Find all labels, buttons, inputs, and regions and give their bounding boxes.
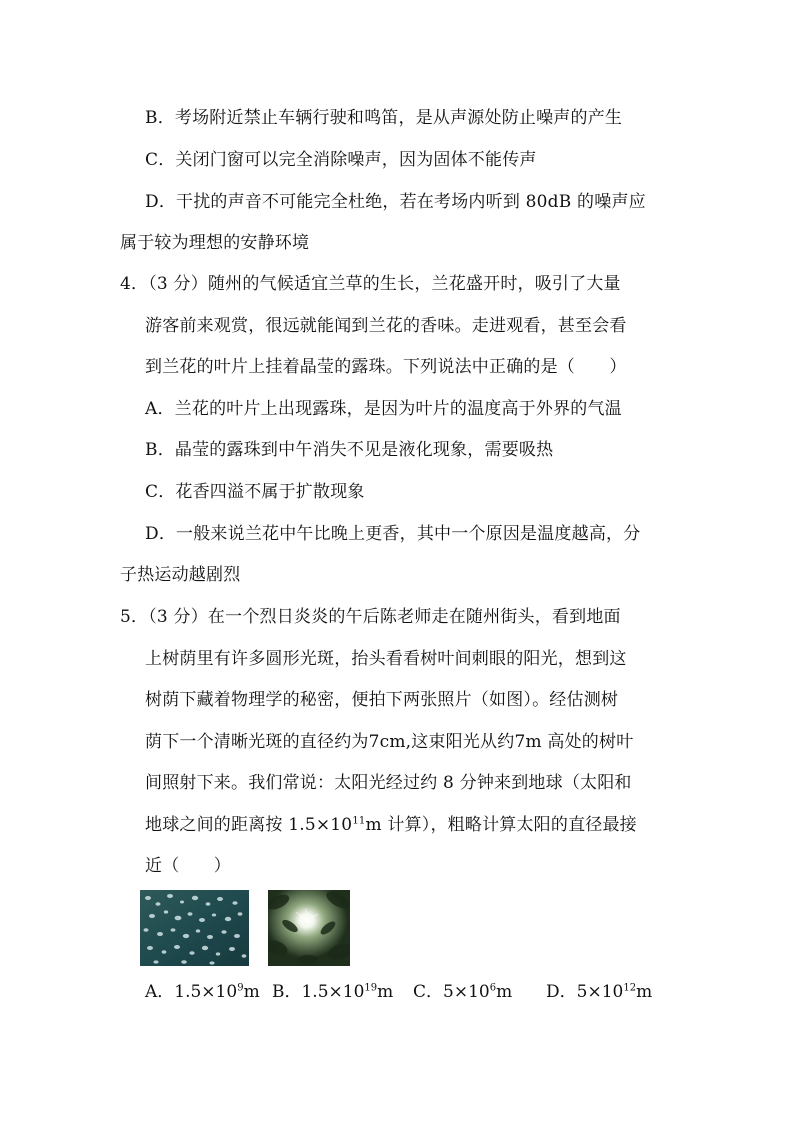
q5-stem-line6	[145, 813, 637, 837]
q5-stem-line1: 5．（3 分）在一个烈日炎炎的午后陈老师走在随州街头，看到地面	[120, 607, 621, 627]
sunlight-leaves-image	[268, 890, 350, 966]
q3-option-b: B．考场附近禁止车辆行驶和鸣笛，是从声源处防止噪声的产生	[145, 108, 623, 128]
q5-option-c-exp: 6	[489, 982, 497, 994]
sunlight-through-leaves-photo	[268, 890, 350, 966]
q3-option-c: C．关闭门窗可以完全消除噪声，因为固体不能传声	[145, 150, 537, 170]
q5-stem-line7: 近（ ）	[145, 856, 231, 876]
q5-option-a	[145, 980, 260, 1004]
q5-option-d-label: D．5×10	[546, 982, 624, 1002]
q4-stem-line2: 游客前来观赏，很远就能闻到兰花的香味。走进观看，甚至会看	[145, 316, 627, 336]
q5-option-d-exp: 12	[623, 982, 637, 994]
q5-stem-line6-exp: 11	[352, 815, 366, 827]
q5-stem-line5: 间照射下来。我们常说：太阳光经过约 8 分钟来到地球（太阳和	[145, 773, 632, 793]
q5-option-b	[272, 980, 393, 1004]
q4-option-a: A．兰花的叶片上出现露珠，是因为叶片的温度高于外界的气温	[145, 399, 622, 419]
q5-stem-line6-post: m 计算），粗略计算太阳的直径最接	[365, 815, 637, 835]
light-spots-image	[140, 890, 249, 966]
q3-option-d-line1: D．干扰的声音不可能完全杜绝，若在考场内听到 80dB 的噪声应	[145, 192, 646, 212]
q5-stem-line6-pre: 地球之间的距离按 1.5×10	[145, 815, 353, 835]
q5-option-c-unit: m	[496, 982, 513, 1002]
q5-option-d	[546, 980, 652, 1004]
q5-stem-line2: 上树荫里有许多圆形光斑，抬头看看树叶间刺眼的阳光，想到这	[145, 649, 627, 669]
q5-stem-line4: 荫下一个清晰光斑的直径约为7cm,这束阳光从约7m 高处的树叶	[145, 732, 634, 752]
q5-option-c-label: C．5×10	[413, 982, 490, 1002]
q5-option-a-label: A．1.5×10	[145, 982, 238, 1002]
q5-option-b-label: B．1.5×10	[272, 982, 365, 1002]
q5-option-c	[413, 980, 512, 1004]
q5-stem-line3: 树荫下藏着物理学的秘密，便拍下两张照片（如图）。经估测树	[145, 690, 619, 710]
q5-option-a-exp: 9	[237, 982, 244, 994]
q3-option-d-line2: 属于较为理想的安静环境	[120, 233, 310, 253]
q4-stem-line1: 4．（3 分）随州的气候适宜兰草的生长，兰花盛开时，吸引了大量	[120, 274, 621, 294]
q4-option-b: B．晶莹的露珠到中午消失不见是液化现象，需要吸热	[145, 440, 554, 460]
q5-option-a-unit: m	[243, 982, 260, 1002]
tree-shade-light-spots-photo	[140, 890, 249, 966]
q5-option-d-unit: m	[636, 982, 653, 1002]
q4-option-c: C．花香四溢不属于扩散现象	[145, 482, 365, 502]
q4-option-d-line2: 子热运动越剧烈	[120, 565, 241, 585]
q4-stem-line3: 到兰花的叶片上挂着晶莹的露珠。下列说法中正确的是（ ）	[145, 357, 627, 377]
q5-option-b-exp: 19	[364, 982, 378, 994]
q5-option-b-unit: m	[377, 982, 394, 1002]
q4-option-d-line1: D．一般来说兰花中午比晚上更香，其中一个原因是温度越高，分	[145, 524, 641, 544]
